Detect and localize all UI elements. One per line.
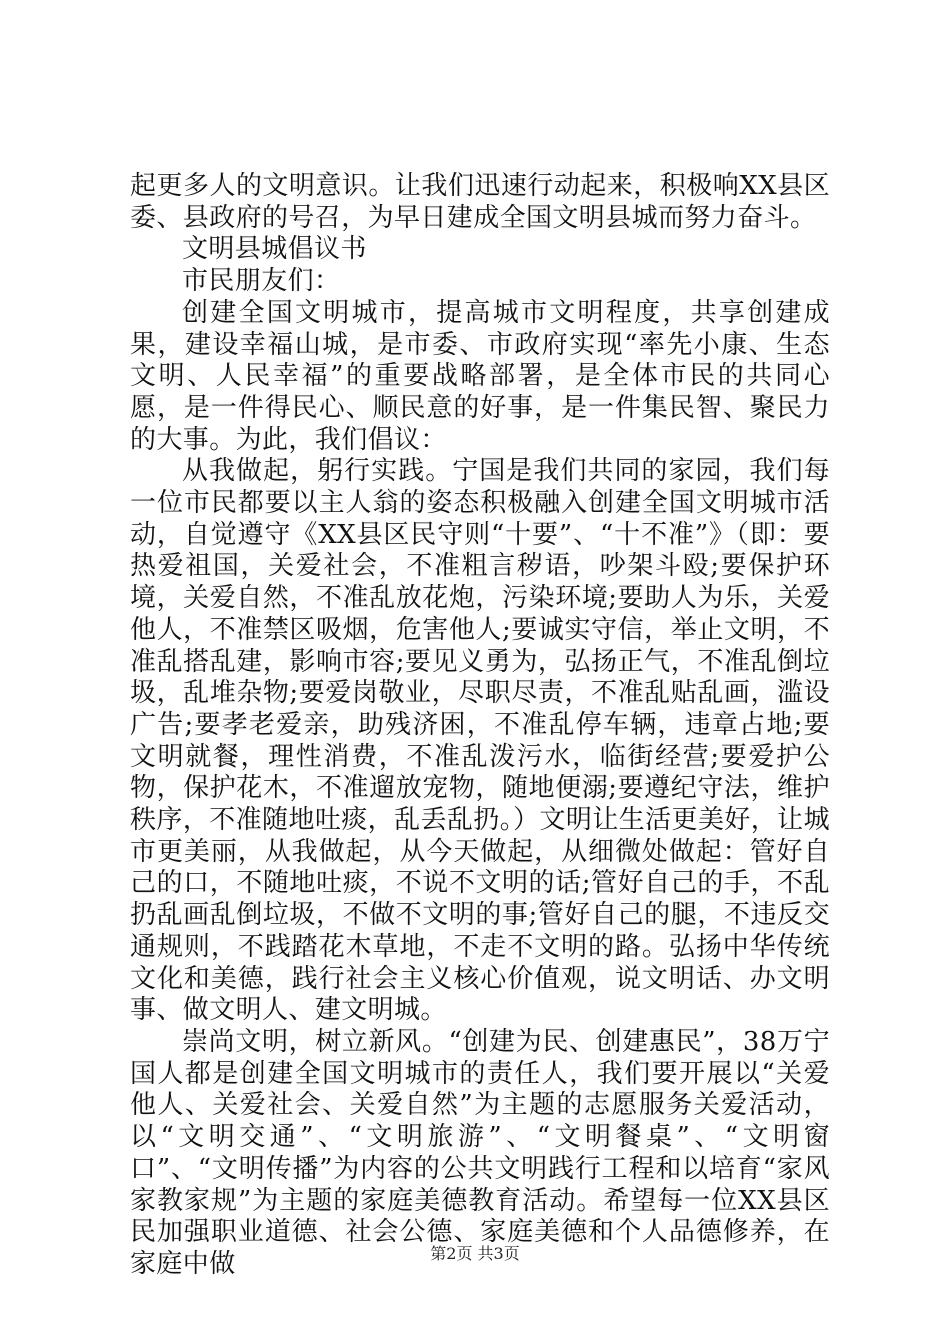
paragraph-start-from-me: 从我做起，躬行实践。宁国是我们共同的家园，我们每一位市民都要以主人翁的姿态积极融入创建全国文明城市活动，自觉遵守《XX县区民守则“十要”、“十不准”》（即：要热爱祖国，关爱社会，不准粗言秽语，吵架斗殴;要保护环境，关爱自然，不准乱放花炮，污染环境;要助人为乐，关爱他人，不准禁区吸烟，危害他人;要诚实守信，举止文明，不准乱搭乱建，影响市容;要见义勇为，弘扬正气，不准乱倒垃圾，乱堆杂物;要爱岗敬业，尽职尽责，不准乱贴乱画，滥设广告;要孝老爱亲，助残济困，不准乱停车辆，违章占地;要文明就餐，理性消费，不准乱泼污水，临街经营;要爱护公物，保护花木，不准遛放宠物，随地便溺;要遵纪守法，维护秩序，不准随地吐痰，乱丢乱扔。）文明让生活更美好，让城市更美丽，从我做起，从今天做起，从细微处做起：管好自己的口，不随地吐痰，不说不文明的话;管好自己的手，不乱扔乱画乱倒垃圾，不做不文明的事;管好自己的腿，不违反交通规则，不践踏花木草地，不走不文明的路。弘扬中华传统文化和美德，践行社会主义核心价值观，说文明话、办文明事、做文明人、建文明城。 (130, 456, 830, 1026)
document-body (130, 171, 830, 1281)
salutation: 市民朋友们： (182, 266, 341, 297)
proposal-title: 文明县城倡议书 (182, 234, 367, 265)
paragraph-intro: 创建全国文明城市，提高城市文明程度，共享创建成果，建设幸福山城，是市委、市政府实现“率先小康、生态文明、人民幸福”的重要战略部署，是全体市民的共同心愿，是一件得民心、顺民意的好事，是一件集民智、聚民力的大事。为此，我们倡议： (130, 297, 830, 455)
paragraph-continuation: 起更多人的文明意识。让我们迅速行动起来，积极响XX县区委、县政府的号召，为早日建成全国文明县城而努力奋斗。 (130, 171, 830, 233)
paragraph-advocate-civility: 崇尚文明，树立新风。“创建为民、创建惠民”，38万宁国人都是创建全国文明城市的责任人，我们要开展以“关爱他人、关爱社会、关爱自然”为主题的志愿服务关爱活动，以“文明交通”、“文明旅游”、“文明餐桌”、“文明窗口”、“文明传播”为内容的公共文明践行工程和以培育“家风家教家规”为主题的家庭美德教育活动。希望每一位XX县区民加强职业道德、社会公德、家庭美德和个人品德修养，在家庭中做 (130, 1026, 830, 1279)
page-footer: 第2页 共3页 (430, 1244, 520, 1263)
